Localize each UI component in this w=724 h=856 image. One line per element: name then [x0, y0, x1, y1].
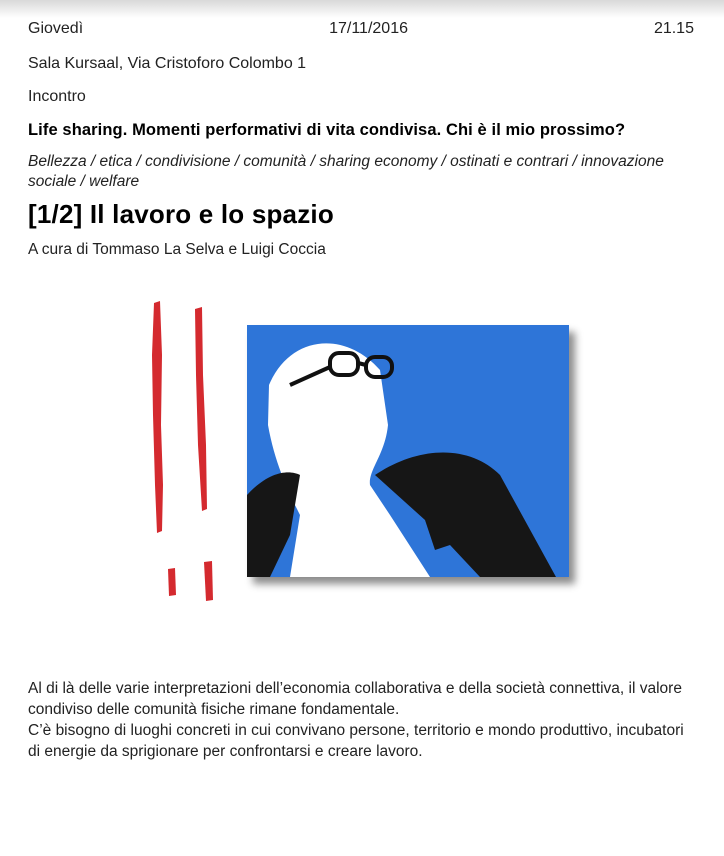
event-title: Life sharing. Momenti performativi di vita condivisa. Chi è il mio prossimo? [28, 121, 626, 139]
description-paragraph: Al di là delle varie interpretazioni dell’economia collaborativa e della società connettiva, il valore condiviso delle comunità fisiche rimane fondamentale. [28, 680, 682, 718]
top-shadow [0, 0, 724, 18]
event-venue: Sala Kursaal, Via Cristoforo Colombo 1 [28, 55, 307, 72]
event-category: Incontro [28, 88, 86, 105]
event-description [28, 678, 700, 762]
event-header [28, 20, 694, 42]
event-time: 21.15 [653, 20, 694, 37]
event-tags: Bellezza / etica / condivisione / comunità / sharing economy / ostinati e contrari / innovazione sociale / welfare [28, 153, 664, 190]
exclamation-marks-graphic [152, 301, 213, 601]
event-curators: A cura di Tommaso La Selva e Luigi Coccia [28, 241, 326, 258]
description-paragraph: C’è bisogno di luoghi concreti in cui convivano persone, territorio e mondo produttivo, incubatori di energie da sprigionare per confrontarsi e creare lavoro. [28, 722, 684, 760]
event-date: 17/11/2016 [329, 20, 408, 37]
event-heading: [1/2] Il lavoro e lo spazio [28, 199, 334, 229]
event-day: Giovedì [28, 20, 84, 37]
event-illustration [140, 295, 590, 615]
